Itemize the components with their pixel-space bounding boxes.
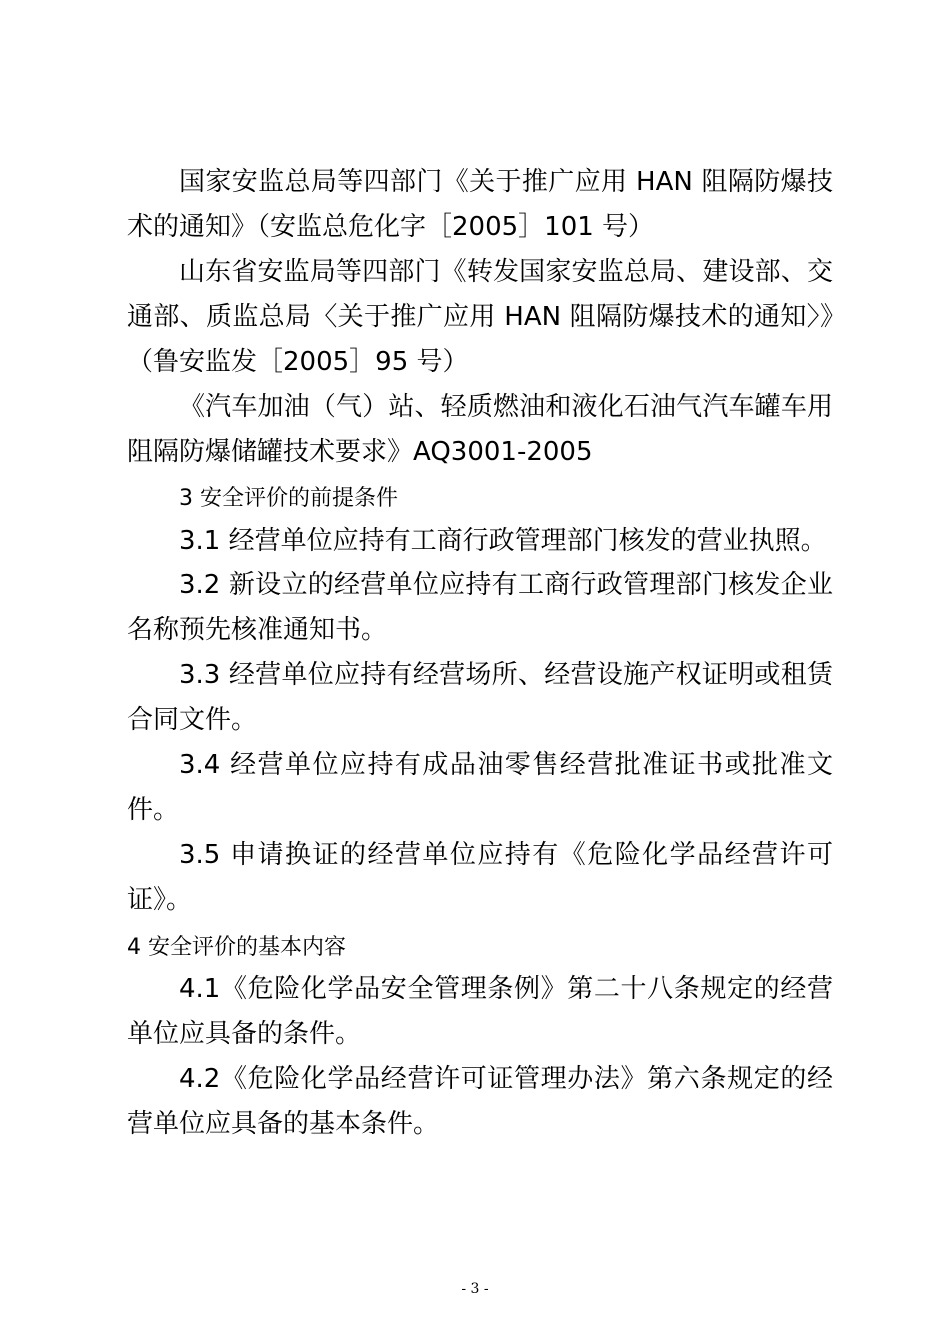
reference-aq3001-standard: 《汽车加油（气）站、轻质燃油和液化石油气汽车罐车用阻隔防爆储罐技术要求》AQ3001-2005	[127, 392, 833, 467]
clause-3-1: 3.1 经营单位应持有工商行政管理部门核发的营业执照。	[179, 526, 827, 556]
reference-shandong-notice: 山东省安监局等四部门《转发国家安监总局、建设部、交通部、质监总局〈关于推广应用 HAN 阻隔防爆技术的通知〉》（鲁安监发［2005］95 号）	[127, 257, 833, 377]
reference-han-notice: 国家安监总局等四部门《关于推广应用 HAN 阻隔防爆技术的通知》（安监总危化字［2005］101 号）	[127, 167, 833, 242]
section-heading-4: 4 安全评价的基本内容	[127, 935, 346, 960]
clause-4-1: 4.1《危险化学品安全管理条例》第二十八条规定的经营单位应具备的条件。	[127, 974, 833, 1049]
clause-4-2: 4.2《危险化学品经营许可证管理办法》第六条规定的经营单位应具备的基本条件。	[127, 1064, 833, 1139]
section-heading-3: 3 安全评价的前提条件	[179, 486, 398, 511]
page-number: - 3 -	[461, 1281, 489, 1297]
clause-3-3: 3.3 经营单位应持有经营场所、经营设施产权证明或租赁合同文件。	[127, 660, 833, 735]
clause-3-4: 3.4 经营单位应持有成品油零售经营批准证书或批准文件。	[127, 750, 833, 825]
clause-3-5: 3.5 申请换证的经营单位应持有《危险化学品经营许可证》。	[127, 840, 833, 915]
clause-3-2: 3.2 新设立的经营单位应持有工商行政管理部门核发企业名称预先核准通知书。	[127, 570, 833, 645]
